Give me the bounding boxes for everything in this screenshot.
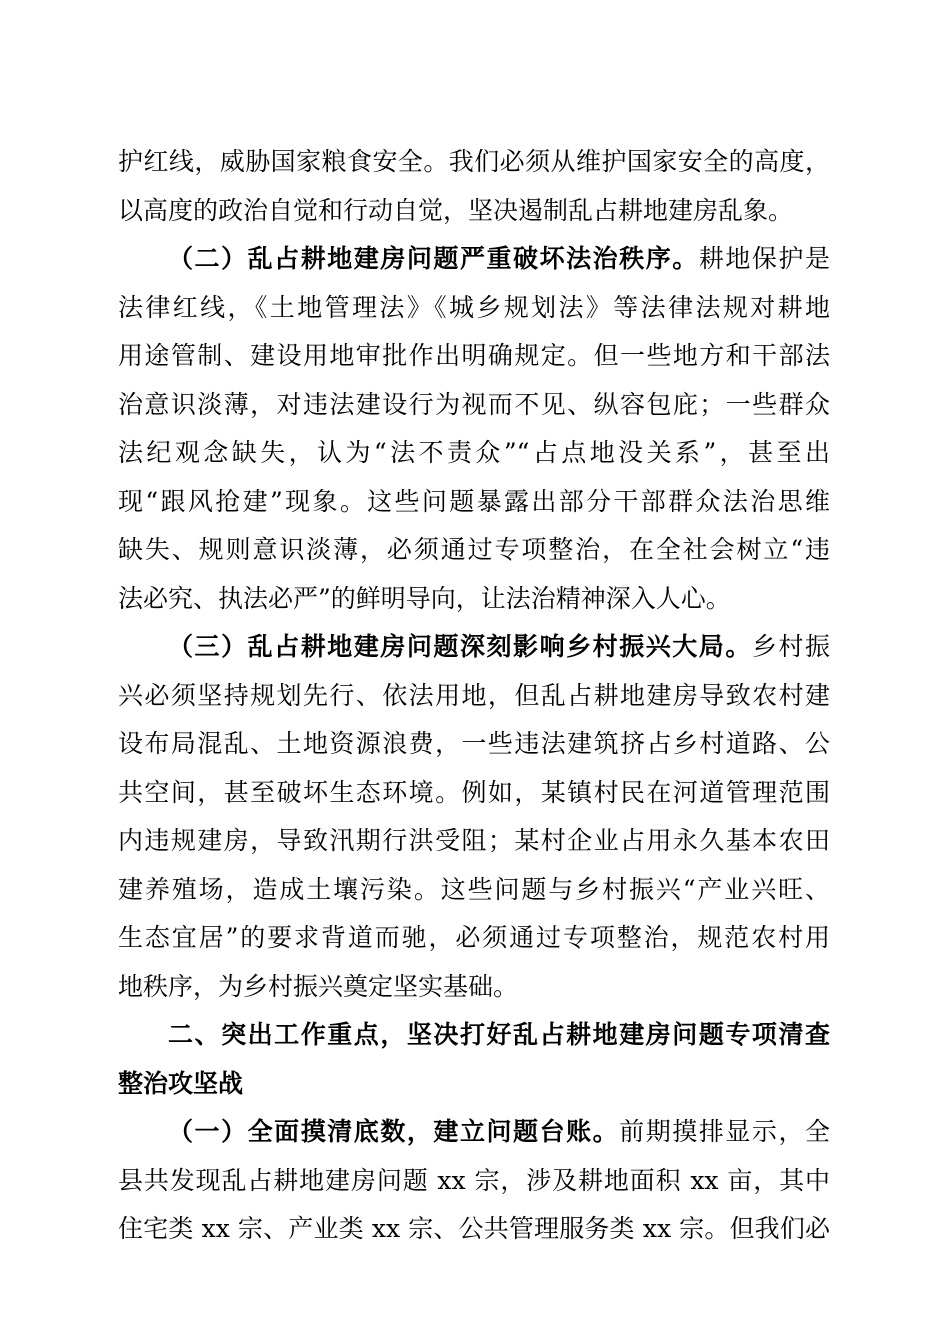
text-line	[118, 769, 830, 818]
line-text: 缺失、规则意识淡薄，必须通过专项整治，在全社会树立“违	[118, 535, 830, 564]
text-line	[118, 478, 830, 527]
text-line	[118, 187, 830, 236]
text-line	[118, 817, 830, 866]
text-line	[118, 914, 830, 963]
text-line	[118, 332, 830, 381]
line-text: 法纪观念缺失，认为“法不责众”“占点地没关系”，甚至出	[118, 438, 830, 467]
document-body	[118, 138, 830, 1254]
text-line	[118, 138, 830, 187]
line-text: 内违规建房，导致汛期行洪受阻；某村企业占用永久基本农田	[118, 826, 830, 855]
line-text: 设布局混乱、土地资源浪费，一些违法建筑挤占乡村道路、公	[118, 729, 830, 758]
line-text: 法律红线，《土地管理法》《城乡规划法》等法律法规对耕地	[118, 292, 830, 322]
text-line	[118, 381, 830, 430]
line-text: 县共发现乱占耕地建房问题 xx 宗，涉及耕地面积 xx 亩，其中	[118, 1165, 830, 1195]
section-heading: 二、突出工作重点，坚决打好乱占耕地建房问题专项清查	[168, 1020, 830, 1049]
line-text: 治意识淡薄，对违法建设行为视而不见、纵容包庇；一些群众	[118, 389, 830, 419]
line-text: 住宅类 xx 宗、产业类 xx 宗、公共管理服务类 xx 宗。但我们必	[118, 1214, 830, 1243]
text-line	[118, 575, 830, 624]
text-line	[118, 672, 830, 721]
text-line	[118, 526, 830, 575]
line-text: 用途管制、建设用地审批作出明确规定。但一些地方和干部法	[118, 341, 830, 370]
text-line	[118, 1157, 830, 1206]
section-heading-line	[118, 1060, 830, 1109]
section-heading-line	[118, 1011, 830, 1060]
subsection-heading: （三）乱占耕地建房问题深刻影响乡村振兴大局。	[168, 632, 752, 661]
text-line	[118, 284, 830, 333]
text-line	[118, 235, 830, 284]
text-line	[118, 866, 830, 915]
line-text: 以高度的政治自觉和行动自觉，坚决遏制乱占耕地建房乱象。	[118, 195, 794, 225]
line-text: 生态宜居”的要求背道而驰，必须通过专项整治，规范农村用	[118, 923, 830, 952]
line-text: 现“跟风抢建”现象。这些问题暴露出部分干部群众法治思维	[118, 486, 830, 516]
subsection-heading: （二）乱占耕地建房问题严重破坏法治秩序。	[168, 244, 699, 273]
line-text: 地秩序，为乡村振兴奠定坚实基础。	[118, 971, 519, 1001]
line-text: 乡村振	[751, 632, 830, 661]
line-text: 法必究、执法必严”的鲜明导向，让法治精神深入人心。	[118, 583, 731, 613]
line-text: 耕地保护是	[698, 244, 830, 273]
text-line	[118, 720, 830, 769]
text-line	[118, 1108, 830, 1157]
line-text: 兴必须坚持规划先行、依法用地，但乱占耕地建房导致农村建	[118, 680, 830, 710]
line-text: 前期摸排显示，全	[619, 1117, 830, 1146]
line-text: 建养殖场，造成土壤污染。这些问题与乡村振兴“产业兴旺、	[118, 874, 830, 904]
subsection-heading: （一）全面摸清底数，建立问题台账。	[168, 1117, 620, 1146]
text-line	[118, 429, 830, 478]
text-line	[118, 1205, 830, 1254]
line-text: 共空间，甚至破坏生态环境。例如，某镇村民在河道管理范围	[118, 777, 830, 807]
section-heading: 整治攻坚战	[118, 1068, 244, 1098]
line-text: 护红线，威胁国家粮食安全。我们必须从维护国家安全的高度，	[118, 147, 830, 176]
text-line	[118, 963, 830, 1012]
text-line	[118, 623, 830, 672]
